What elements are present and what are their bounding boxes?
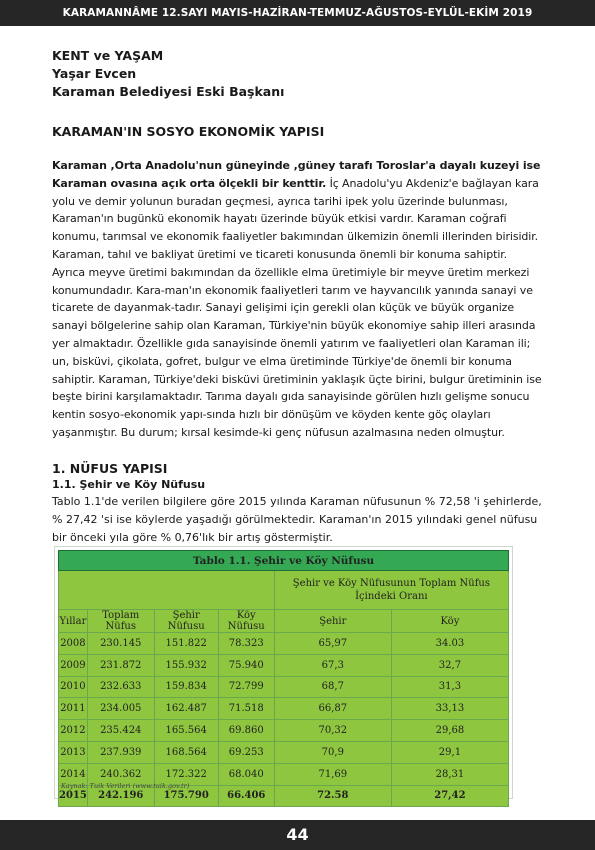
table-cell: 242.196 [87, 785, 154, 806]
table-cell: 2014 [59, 763, 88, 785]
table-cell: 230.145 [87, 633, 154, 655]
population-table-figure [54, 546, 513, 802]
table-cell: 31,3 [391, 676, 508, 698]
table-cell: 2010 [59, 676, 88, 698]
table-cell: 29,68 [391, 720, 508, 742]
table-cell: 162.487 [154, 698, 218, 720]
running-header [0, 0, 595, 26]
table-cell: 71.518 [218, 698, 274, 720]
intro-text: İç Anadolu'yu Akdeniz'e bağlayan kara yolu ve demir yolunun buradan geçmesi, ayrıca tarihi ipek yolu üzerinde bulunması, Karaman'ın bugünkü ekonomik hayatı üzerinde büyük etkisi vardır. Karaman coğrafi konumu, tarımsal ve ekonomik faaliyetler bakımından ülkemizin önemli illerinden birisidir. Karaman, tahıl ve bakliyat üretimi ve ticareti konusunda önemli bir konuma sahiptir. Ayrıca meyve üretimi bakımından da özellikle elma üretimiyle bir meyve üretim merkezi konumundadır. Kara-man'ın ekonomik faaliyetleri tarım ve hayvancılık yanında sanayi ve ticarete de dayanmak-tadır. Sanayi gelişimi için gerekli olan küçük ve büyük organize sanayi bölgelerine sahip olan Karaman, Türkiye'nin büyük ekonomiye sahip illeri arasında yer almaktadır. Özellikle gıda sanayisinde önemli yatırım ve faaliyetleri olan Karaman ili; un, bisküvi, çikolata, gofret, bulgur ve elma üretiminde Türkiye'de önemli bir konuma sahiptir. Karaman, Türkiye'deki bisküvi üretiminin yaklaşık üçte birini, bulgur üretiminin ise beşte birini karşılamaktadır. Tarıma dayalı gıda sanayisinde görülen hızlı gelişme sonucu kentin sosyo-ekonomik yapı-sında hızlı bir dönüşüm ve köyden kente göç olayları yaşanmıştır. Bu durum; kırsal kesimde-ki genç nüfusun azalmasına neden olmuştur. [52, 176, 542, 439]
table-cell: 72.799 [218, 676, 274, 698]
table-row [59, 741, 509, 763]
table-cell: 33,13 [391, 698, 508, 720]
table-cell: 2008 [59, 633, 88, 655]
table-cell: 69.253 [218, 741, 274, 763]
table-cell: 240.362 [87, 763, 154, 785]
article-body [52, 44, 542, 547]
table-cell: 68,7 [274, 676, 391, 698]
table-cell: 68.040 [218, 763, 274, 785]
table-cell: 70,9 [274, 741, 391, 763]
table-cell: 70,32 [274, 720, 391, 742]
table-cell: 72.58 [274, 785, 391, 806]
intro-bold-lead: Karaman ,Orta Anadolu'nun güneyinde ,güney tarafı Toroslar'a dayalı kuzeyi ise Karaman ovasına açık orta ölçekli bir kenttir. [52, 159, 541, 190]
table-cell: 2009 [59, 654, 88, 676]
page-footer [0, 820, 595, 850]
column-header: Şehir [274, 610, 391, 633]
table-cell: 165.564 [154, 720, 218, 742]
table-cell: 69.860 [218, 720, 274, 742]
column-header: Köy [391, 610, 508, 633]
column-name: KENT ve YAŞAM [52, 48, 164, 63]
table-cell: 175.790 [154, 785, 218, 806]
table-source: Kaynak: Tuik Verileri (www.tuik.gov.tr) [61, 782, 190, 790]
table-cell: 155.932 [154, 654, 218, 676]
table-cell: 231.872 [87, 654, 154, 676]
table-cell: 28,31 [391, 763, 508, 785]
author-name: Yaşar Evcen [52, 66, 137, 81]
table-cell: 2011 [59, 698, 88, 720]
author-role: Karaman Belediyesi Eski Başkanı [52, 84, 285, 99]
table-cell: 32,7 [391, 654, 508, 676]
section-title: KARAMAN'IN SOSYO EKONOMİK YAPISI [52, 124, 325, 139]
subheading-urban-rural: 1.1. Şehir ve Köy Nüfusu [52, 477, 206, 491]
table-cell: 232.633 [87, 676, 154, 698]
column-header: Köy Nüfusu [218, 610, 274, 633]
column-header: Yıllar [59, 610, 88, 633]
table-row [59, 633, 509, 655]
table-cell: 172.322 [154, 763, 218, 785]
table-cell: 159.834 [154, 676, 218, 698]
table-cell: 234.005 [87, 698, 154, 720]
table-cell: 65,97 [274, 633, 391, 655]
heading-population-structure: 1. NÜFUS YAPISI [52, 460, 168, 476]
table-cell: 67,3 [274, 654, 391, 676]
table-cell: 168.564 [154, 741, 218, 763]
header-title: KARAMANNÂME 12.SAYI MAYIS-HAZİRAN-TEMMUZ-AĞUSTOS-EYLÜL-EKİM 2019 [62, 7, 533, 19]
table-cell: 34.03 [391, 633, 508, 655]
table-cell: 237.939 [87, 741, 154, 763]
table-cell: 29,1 [391, 741, 508, 763]
page-number: 44 [286, 825, 309, 844]
table-cell: 78.323 [218, 633, 274, 655]
population-paragraph: Tablo 1.1'de verilen bilgilere göre 2015 yılında Karaman nüfusunun % 72,58 'i şehirlerde, % 27,42 'si ise köylerde yaşadığı görülmektedir. Karaman'ın 2015 yılındaki genel nüfusu bir önceki yıla göre % 0,76'lık bir artış göstermiştir. [52, 494, 542, 544]
table-cell: 2012 [59, 720, 88, 742]
column-header: Toplam Nüfus [87, 610, 154, 633]
table-cell: 2013 [59, 741, 88, 763]
table-header-blank [59, 571, 275, 610]
column-header: Şehir Nüfusu [154, 610, 218, 633]
table-cell: 27,42 [391, 785, 508, 806]
population-table [58, 550, 509, 807]
table-row [59, 698, 509, 720]
table-cell: 151.822 [154, 633, 218, 655]
table-column-headers [59, 610, 509, 633]
table-cell: 66,87 [274, 698, 391, 720]
table-row [59, 654, 509, 676]
table-group-header: Şehir ve Köy Nüfusunun Toplam Nüfus İçindeki Oranı [274, 571, 508, 610]
table-row [59, 676, 509, 698]
table-body [59, 633, 509, 807]
table-cell: 75.940 [218, 654, 274, 676]
table-cell: 66.406 [218, 785, 274, 806]
intro-paragraph [52, 157, 542, 442]
table-cell: 235.424 [87, 720, 154, 742]
table-cell: 71,69 [274, 763, 391, 785]
table-cell: 2015 [59, 785, 88, 806]
table-title: Tablo 1.1. Şehir ve Köy Nüfusu [59, 551, 509, 571]
table-row [59, 720, 509, 742]
